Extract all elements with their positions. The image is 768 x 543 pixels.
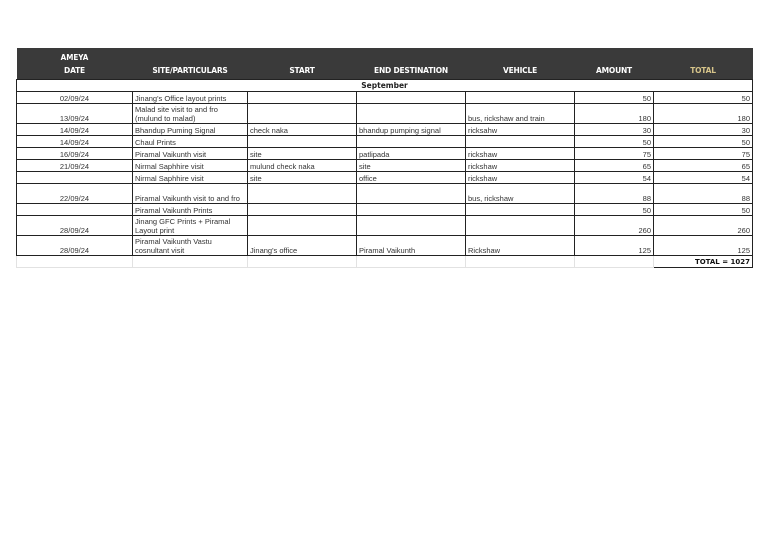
vehicle-cell: ricksahw bbox=[466, 124, 575, 136]
amount-cell: 50 bbox=[575, 204, 654, 216]
start-cell bbox=[248, 184, 357, 204]
end-cell bbox=[357, 92, 466, 104]
total-cell: 125 bbox=[654, 236, 753, 256]
column-header-date: DATE bbox=[17, 62, 133, 80]
amount-cell: 54 bbox=[575, 172, 654, 184]
table-row bbox=[17, 184, 753, 204]
table-row bbox=[17, 216, 753, 236]
header-name-row bbox=[17, 48, 753, 62]
month-row bbox=[17, 80, 753, 92]
start-cell: site bbox=[248, 148, 357, 160]
site-cell: Nirmal Saphhire visit bbox=[133, 172, 248, 184]
start-cell: site bbox=[248, 172, 357, 184]
amount-cell: 75 bbox=[575, 148, 654, 160]
grand-total-row bbox=[17, 256, 753, 268]
site-cell: Jinang's Office layout prints bbox=[133, 92, 248, 104]
date-cell bbox=[17, 204, 133, 216]
amount-cell: 50 bbox=[575, 136, 654, 148]
table-row bbox=[17, 104, 753, 124]
table-row bbox=[17, 236, 753, 256]
end-cell: site bbox=[357, 160, 466, 172]
date-cell: 21/09/24 bbox=[17, 160, 133, 172]
table-row bbox=[17, 160, 753, 172]
site-cell: Piramal Vaikunth Prints bbox=[133, 204, 248, 216]
total-cell: 30 bbox=[654, 124, 753, 136]
site-cell: Bhandup Puming Signal bbox=[133, 124, 248, 136]
end-cell bbox=[357, 184, 466, 204]
end-cell bbox=[357, 104, 466, 124]
site-cell: Nirmal Saphhire visit bbox=[133, 160, 248, 172]
date-cell: 28/09/24 bbox=[17, 216, 133, 236]
date-cell: 13/09/24 bbox=[17, 104, 133, 124]
column-header-total: TOTAL bbox=[654, 62, 753, 80]
date-cell: 28/09/24 bbox=[17, 236, 133, 256]
expense-table bbox=[16, 48, 753, 268]
total-cell: 50 bbox=[654, 92, 753, 104]
total-cell: 75 bbox=[654, 148, 753, 160]
column-header-amount: AMOUNT bbox=[575, 62, 654, 80]
vehicle-cell: rickshaw bbox=[466, 172, 575, 184]
vehicle-cell bbox=[466, 136, 575, 148]
column-header-start: START bbox=[248, 62, 357, 80]
expense-sheet bbox=[16, 48, 752, 268]
amount-cell: 50 bbox=[575, 92, 654, 104]
site-cell: Chaul Prints bbox=[133, 136, 248, 148]
vehicle-cell: rickshaw bbox=[466, 160, 575, 172]
date-cell: 02/09/24 bbox=[17, 92, 133, 104]
end-cell: Piramal Vaikunth bbox=[357, 236, 466, 256]
start-cell bbox=[248, 104, 357, 124]
amount-cell: 180 bbox=[575, 104, 654, 124]
total-cell: 65 bbox=[654, 160, 753, 172]
amount-cell: 260 bbox=[575, 216, 654, 236]
table-row bbox=[17, 148, 753, 160]
table-row bbox=[17, 172, 753, 184]
vehicle-cell: Rickshaw bbox=[466, 236, 575, 256]
total-cell: 50 bbox=[654, 136, 753, 148]
end-cell bbox=[357, 216, 466, 236]
total-cell: 50 bbox=[654, 204, 753, 216]
total-cell: 54 bbox=[654, 172, 753, 184]
table-row bbox=[17, 92, 753, 104]
vehicle-cell bbox=[466, 216, 575, 236]
start-cell bbox=[248, 92, 357, 104]
column-header-vehicle: VEHICLE bbox=[466, 62, 575, 80]
end-cell: patlipada bbox=[357, 148, 466, 160]
site-cell: Malad site visit to and fro (mulund to malad) bbox=[133, 104, 248, 124]
total-cell: 260 bbox=[654, 216, 753, 236]
start-cell: mulund check naka bbox=[248, 160, 357, 172]
end-cell bbox=[357, 204, 466, 216]
end-cell: bhandup pumping signal bbox=[357, 124, 466, 136]
date-cell bbox=[17, 172, 133, 184]
total-cell: 88 bbox=[654, 184, 753, 204]
site-cell: Piramal Vaikunth Vastu cosnultant visit bbox=[133, 236, 248, 256]
column-header-site: SITE/PARTICULARS bbox=[133, 62, 248, 80]
amount-cell: 125 bbox=[575, 236, 654, 256]
site-cell: Piramal Vaikunth visit bbox=[133, 148, 248, 160]
table-row bbox=[17, 204, 753, 216]
table-row bbox=[17, 136, 753, 148]
vehicle-cell bbox=[466, 92, 575, 104]
column-header-end: END DESTINATION bbox=[357, 62, 466, 80]
end-cell bbox=[357, 136, 466, 148]
start-cell: check naka bbox=[248, 124, 357, 136]
month-label: September bbox=[17, 80, 753, 92]
vehicle-cell: bus, rickshaw bbox=[466, 184, 575, 204]
date-cell: 16/09/24 bbox=[17, 148, 133, 160]
employee-name: AMEYA bbox=[17, 48, 133, 62]
date-cell: 14/09/24 bbox=[17, 124, 133, 136]
start-cell bbox=[248, 216, 357, 236]
start-cell bbox=[248, 204, 357, 216]
amount-cell: 65 bbox=[575, 160, 654, 172]
start-cell bbox=[248, 136, 357, 148]
vehicle-cell bbox=[466, 204, 575, 216]
amount-cell: 88 bbox=[575, 184, 654, 204]
end-cell: office bbox=[357, 172, 466, 184]
start-cell: Jinang's office bbox=[248, 236, 357, 256]
vehicle-cell: rickshaw bbox=[466, 148, 575, 160]
amount-cell: 30 bbox=[575, 124, 654, 136]
table-row bbox=[17, 124, 753, 136]
date-cell: 14/09/24 bbox=[17, 136, 133, 148]
column-header-row bbox=[17, 62, 753, 80]
site-cell: Jinang GFC Prints + Piramal Layout print bbox=[133, 216, 248, 236]
vehicle-cell: bus, rickshaw and train bbox=[466, 104, 575, 124]
grand-total: TOTAL = 1027 bbox=[654, 256, 753, 268]
date-cell: 22/09/24 bbox=[17, 184, 133, 204]
total-cell: 180 bbox=[654, 104, 753, 124]
site-cell: Piramal Vaikunth visit to and fro bbox=[133, 184, 248, 204]
